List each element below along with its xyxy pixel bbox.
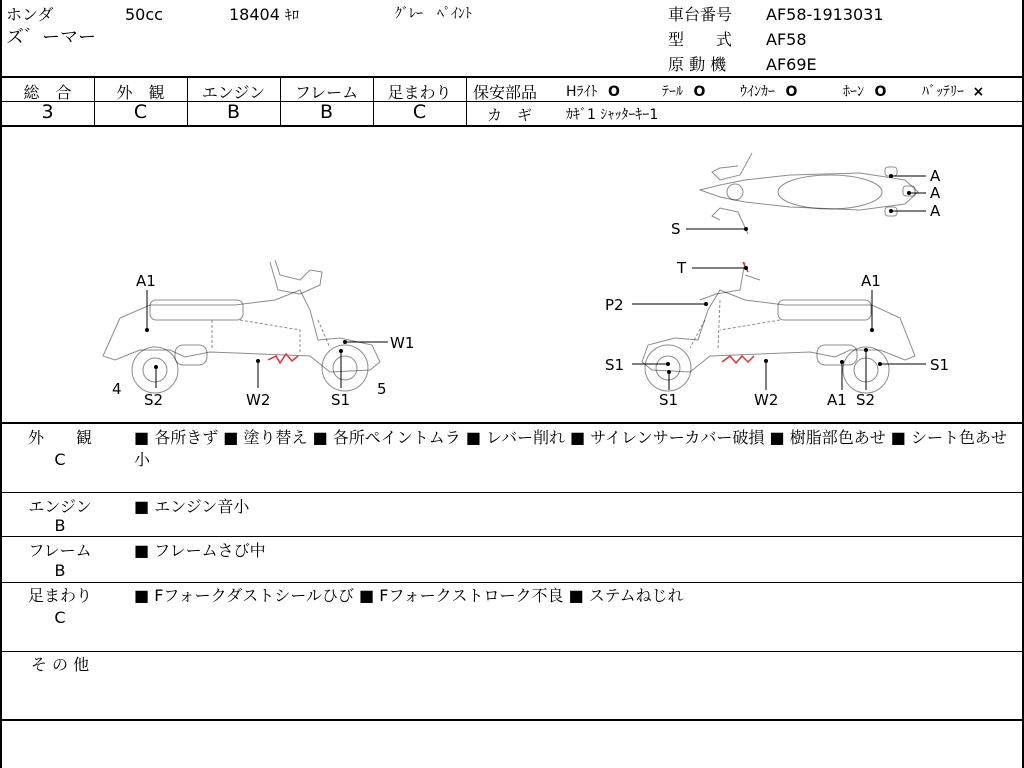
section-suspension-grade: C: [54, 608, 66, 627]
damage-diagram: [0, 127, 1024, 422]
divider: [0, 76, 1024, 78]
label-s2: S2: [856, 391, 876, 409]
label-s1: S1: [331, 391, 351, 409]
safety-item: ﾃｰﾙ O: [662, 84, 706, 100]
label-t: T: [677, 259, 687, 277]
safety-item: ﾊﾞｯﾃﾘｰ ×: [922, 84, 985, 100]
label-s2: S2: [144, 391, 164, 409]
scooter-top-view: [700, 153, 918, 234]
divider: [0, 422, 1024, 424]
engine-model-label: 原 動 機: [668, 55, 727, 74]
section-suspension-label: 足まわり: [27, 586, 92, 605]
grade-engine-value: B: [226, 101, 241, 123]
x-mark: ×: [972, 84, 985, 100]
safety-item: ﾎｰﾝ O: [843, 84, 887, 100]
divider: [466, 78, 467, 126]
label-a: A: [930, 184, 941, 202]
label-w2: W2: [754, 391, 779, 409]
section-exterior-text: ■ 各所きず ■ 塗り替え ■ 各所ペイントムラ ■ レバー削れ ■ サイレンサーカバー破損 ■ 樹脂部色あせ ■ シート色あせ小: [134, 428, 1007, 469]
section-frame-text: ■ フレームさび中: [134, 541, 266, 560]
divider: [0, 492, 1024, 493]
label-a: A: [930, 202, 941, 220]
check-mark: O: [607, 84, 620, 100]
safety-parts: [473, 80, 537, 103]
check-mark: O: [785, 84, 798, 100]
section-frame-label: フレーム: [28, 541, 92, 560]
key-label: カ ギ: [487, 106, 533, 124]
divider: [466, 101, 1024, 102]
key-value: ｶｷﾞ1 ｼｬｯﾀｰｷｰ1: [566, 107, 659, 123]
displacement: 50cc: [125, 5, 163, 24]
mileage-value: 18404: [229, 5, 280, 24]
label-s1: S1: [659, 391, 679, 409]
section-engine-grade: B: [54, 516, 66, 535]
label-a1: A1: [861, 272, 881, 290]
label-a1: A1: [136, 272, 156, 290]
grade-frame-value: B: [319, 101, 334, 123]
label-w1: W1: [390, 334, 415, 352]
label-a: A: [930, 167, 941, 185]
label-p2: P2: [605, 296, 624, 314]
check-mark: O: [693, 84, 706, 100]
safety-title: 保安部品: [473, 83, 538, 102]
safety-item: Hﾗｲﾄ O: [566, 84, 620, 100]
model-name: ズ゛ーマー: [6, 27, 96, 48]
grade-suspension-label: 足まわり: [387, 83, 452, 102]
type-value: AF58: [766, 30, 807, 49]
frame-number-label: 車台番号: [668, 5, 733, 24]
section-other-label: そ の 他: [30, 655, 90, 674]
section-engine-text: ■ エンジン音小: [134, 497, 250, 516]
grade-suspension-value: C: [412, 101, 427, 123]
grade-engine-label: エンジン: [201, 83, 266, 102]
color: ｸﾞﾚｰ ﾍﾟｲﾝﾄ: [395, 6, 472, 22]
mileage: [229, 6, 299, 25]
label-s1: S1: [605, 356, 625, 374]
divider: [0, 582, 1024, 583]
label-a1: A1: [827, 391, 847, 409]
divider: [0, 536, 1024, 537]
check-mark: O: [874, 84, 887, 100]
grade-exterior-value: C: [133, 101, 148, 123]
divider: [0, 719, 1024, 721]
section-exterior-label: 外 観: [27, 428, 92, 447]
maker: ホンダ: [6, 5, 54, 24]
label-s1: S1: [930, 356, 950, 374]
frame-number-value: AF58-1913031: [766, 5, 884, 24]
label-s: S: [671, 220, 681, 238]
label-4: 4: [112, 380, 122, 398]
damage-mark: [722, 356, 754, 363]
section-engine-label: エンジン: [28, 497, 92, 516]
grade-frame-label: フレーム: [294, 83, 359, 102]
engine-model-value: AF69E: [766, 55, 817, 74]
safety-item: ｳｲﾝｶｰ O: [740, 84, 798, 100]
grade-overall-label: 総 合: [23, 83, 72, 102]
section-exterior-grade: C: [54, 450, 66, 469]
grade-exterior-label: 外 観: [116, 83, 165, 102]
type-label: 型 式: [668, 30, 733, 49]
section-suspension-text: ■ Fフォークダストシールひび ■ Fフォークストローク不良 ■ ステムねじれ: [134, 586, 684, 605]
section-frame-grade: B: [54, 561, 66, 580]
mileage-unit: ｷﾛ: [285, 8, 299, 24]
grade-overall-value: 3: [41, 101, 54, 123]
label-5: 5: [377, 380, 387, 398]
divider: [0, 651, 1024, 652]
label-w2: W2: [246, 391, 271, 409]
